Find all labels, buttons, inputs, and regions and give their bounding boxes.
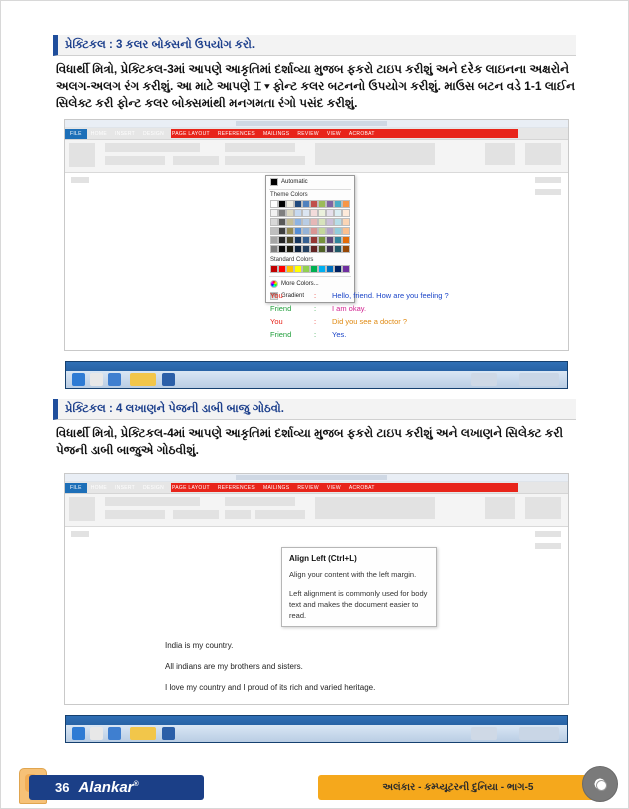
chat-speaker: Friend: [270, 330, 292, 339]
tab-references[interactable]: REFERENCES: [217, 130, 256, 137]
align-left-button[interactable]: [225, 510, 251, 519]
footer-brand-block: [29, 775, 204, 800]
standard-colors-label: Standard Colors: [270, 257, 314, 263]
word-ribbon-tabs-2: [65, 482, 568, 494]
brand-name: Alankar®: [78, 779, 139, 796]
taskbar-explorer-icon[interactable]: [90, 373, 103, 386]
ribbon-font-name-box[interactable]: [105, 143, 200, 152]
tab-mailings[interactable]: MAILINGS: [263, 130, 290, 137]
ribbon-editing-group-2[interactable]: [485, 497, 515, 519]
chat-message: Did you see a doctor ?: [332, 317, 408, 326]
tab-acrobat-2[interactable]: ACROBAT: [348, 484, 375, 491]
chat-colon: :: [314, 330, 317, 339]
chat-speaker: You: [270, 317, 283, 326]
ruler-right: [535, 177, 561, 183]
taskbar-tray-group-2[interactable]: [471, 727, 497, 740]
taskbar-clock[interactable]: [519, 373, 559, 386]
ribbon-font-color-group[interactable]: [173, 156, 219, 165]
ribbon-alignment-group[interactable]: [225, 156, 305, 165]
page-number: 36: [55, 780, 70, 795]
chat-colon: :: [314, 304, 317, 313]
practical-4-heading-bar: [53, 399, 576, 420]
more-colors-label: More Colors...: [281, 281, 319, 287]
word-screenshot-practical-3: [64, 119, 569, 351]
tab-file[interactable]: FILE: [65, 129, 87, 139]
word-ribbon-tabs: [65, 128, 568, 140]
taskbar-explorer-icon-2[interactable]: [90, 727, 103, 740]
practical-3-heading-bar: [53, 35, 576, 56]
tab-file-2[interactable]: FILE: [65, 483, 87, 493]
doc-side-marker: [535, 189, 561, 195]
word-ribbon-4: [65, 494, 568, 527]
chat-speaker: You: [270, 291, 283, 300]
cd-disc-icon: [582, 766, 618, 802]
doc-line: All indians are my brothers and sisters.: [165, 662, 303, 671]
chat-row: [270, 302, 449, 315]
taskbar-clock-2[interactable]: [519, 727, 559, 740]
document-sample-text: [165, 635, 375, 698]
taskbar-tray-group[interactable]: [471, 373, 497, 386]
ribbon-font-name-box-2[interactable]: [105, 497, 200, 506]
automatic-color-swatch: [270, 178, 278, 186]
ribbon-paste-group[interactable]: [69, 143, 95, 167]
panel-divider-2: [269, 276, 351, 277]
word-title-bar: [65, 120, 568, 128]
ribbon-font-style-group[interactable]: [105, 156, 165, 165]
ribbon-acrobat-group[interactable]: [525, 143, 561, 165]
tab-home-2[interactable]: HOME: [90, 484, 107, 491]
word-title-text-2: [236, 475, 387, 480]
chat-colon: :: [314, 291, 317, 300]
automatic-color-label: Automatic: [281, 179, 308, 185]
gradient-label: Gradient: [281, 293, 305, 299]
word-document-area-3[interactable]: [65, 173, 568, 351]
ribbon-styles-group-2[interactable]: [315, 497, 435, 519]
align-left-tooltip: [281, 547, 437, 627]
ruler-right-2: [535, 531, 561, 537]
taskbar-folder-icon[interactable]: [130, 373, 156, 386]
ruler-left: [71, 177, 89, 183]
tab-page-layout-2[interactable]: PAGE LAYOUT: [172, 484, 210, 491]
tab-mailings-2[interactable]: MAILINGS: [263, 484, 290, 491]
windows-taskbar-2[interactable]: [65, 715, 568, 743]
tab-design[interactable]: DESIGN: [143, 130, 164, 137]
ribbon-acrobat-group-2[interactable]: [525, 497, 561, 519]
practical-3-heading-text: પ્રેક્ટિકલ : 3 કલર બોક્સનો ઉપયોગ કરો.: [65, 38, 256, 51]
windows-taskbar-1[interactable]: [65, 361, 568, 389]
automatic-color-row[interactable]: [266, 176, 354, 188]
footer-book-title: અલંકાર - કમ્પ્યૂટરની દુનિયા - ભાગ-5: [382, 782, 534, 793]
ribbon-paragraph-list-group-2[interactable]: [225, 497, 295, 506]
taskbar-word-icon-2[interactable]: [162, 727, 175, 740]
word-title-text: [236, 121, 387, 126]
taskbar-start-icon-2[interactable]: [72, 727, 85, 740]
chat-speaker: Friend: [270, 304, 292, 313]
tab-page-layout[interactable]: PAGE LAYOUT: [172, 130, 210, 137]
chat-message: I am okay.: [332, 304, 367, 313]
ribbon-paragraph-list-group[interactable]: [225, 143, 295, 152]
word-title-bar-2: [65, 474, 568, 482]
tab-insert[interactable]: INSERT: [114, 130, 136, 137]
tab-view-2[interactable]: VIEW: [326, 484, 341, 491]
tab-review[interactable]: REVIEW: [297, 130, 319, 137]
doc-line: I love my country and I proud of its rich and varied heritage.: [165, 683, 376, 692]
practical-4-body-text: વિધાર્થી મિત્રો, પ્રેક્ટિકલ-4માં આપણે આકૃતિમાં દર્શાવ્યા મુજબ ફકરો ટાઇપ કરીશું અને લખાણને સિલેક્ટ કરી પેજની ડાબી બાજુએ ગોઠવીશું.: [56, 426, 564, 457]
doc-line: India is my country.: [165, 641, 234, 650]
tooltip-line-2: Left alignment is commonly used for body text and makes the document easier to read.: [289, 589, 428, 620]
ribbon-alignment-rest[interactable]: [255, 510, 305, 519]
practical-4-heading-text: પ્રેક્ટિકલ : 4 લખાણને પેજની ડાબી બાજુ ગોઠવો.: [65, 402, 284, 415]
taskbar-word-icon[interactable]: [162, 373, 175, 386]
panel-divider-1: [269, 189, 351, 190]
chat-message: Hello, friend. How are you feeling ?: [332, 291, 449, 300]
chat-sample-text: [270, 289, 449, 341]
more-colors-icon: [270, 280, 278, 288]
footer-title-block: [318, 775, 598, 800]
standard-colors-grid[interactable]: [266, 264, 354, 275]
ribbon-styles-group[interactable]: [315, 143, 435, 165]
tab-insert-2[interactable]: INSERT: [114, 484, 136, 491]
tab-home[interactable]: HOME: [90, 130, 107, 137]
ribbon-paste-group-2[interactable]: [69, 497, 95, 521]
font-color-dropdown-panel[interactable]: [265, 175, 355, 303]
ruler-left-2: [71, 531, 89, 537]
chat-row: [270, 315, 449, 328]
word-screenshot-practical-4: [64, 473, 569, 705]
taskbar-app-icon-2[interactable]: [108, 727, 121, 740]
taskbar-app-icon[interactable]: [108, 373, 121, 386]
tab-design-2[interactable]: DESIGN: [143, 484, 164, 491]
page-footer: [1, 768, 628, 808]
tab-acrobat[interactable]: ACROBAT: [348, 130, 375, 137]
tab-view[interactable]: VIEW: [326, 130, 341, 137]
tooltip-title: Align Left (Ctrl+L): [289, 554, 357, 563]
taskbar-folder-icon-2[interactable]: [130, 727, 156, 740]
tooltip-line-1: Align your content with the left margin.: [289, 570, 417, 579]
tab-review-2[interactable]: REVIEW: [297, 484, 319, 491]
word-ribbon-3: [65, 140, 568, 173]
ribbon-font-style-group-2[interactable]: [105, 510, 165, 519]
theme-colors-label: Theme Colors: [270, 192, 308, 198]
theme-colors-grid[interactable]: [266, 199, 354, 256]
chat-row: [270, 328, 449, 341]
brand-registered-mark: ®: [133, 781, 139, 788]
chat-message: Yes.: [332, 330, 347, 339]
taskbar-start-icon[interactable]: [72, 373, 85, 386]
practical-3-body-text: વિધાર્થી મિત્રો, પ્રેક્ટિકલ-3માં આપણે આકૃતિમાં દર્શાવ્યા મુજબ ફકરો ટાઇપ કરીશું અને દરેક લાઇનના અક્ષરોને અલગ-અલગ રંગ કરીશું. આ માટે આપણે ⌶ ▾ ફોન્ટ કલર બટનનો ઉપયોગ કરીશું. માઉસ બટન વડે 1-1 લાઈન સિલેક્ટ કરી ફોન્ટ કલર બોક્સમાંથી મનગમતા રંગો પસંદ કરીશું.: [56, 62, 576, 110]
chat-row: [270, 289, 449, 302]
ribbon-editing-group[interactable]: [485, 143, 515, 165]
chat-colon: :: [314, 317, 317, 326]
tab-references-2[interactable]: REFERENCES: [217, 484, 256, 491]
word-document-area-4[interactable]: [65, 527, 568, 705]
doc-side-marker-2: [535, 543, 561, 549]
ribbon-font-color-group-2[interactable]: [173, 510, 219, 519]
